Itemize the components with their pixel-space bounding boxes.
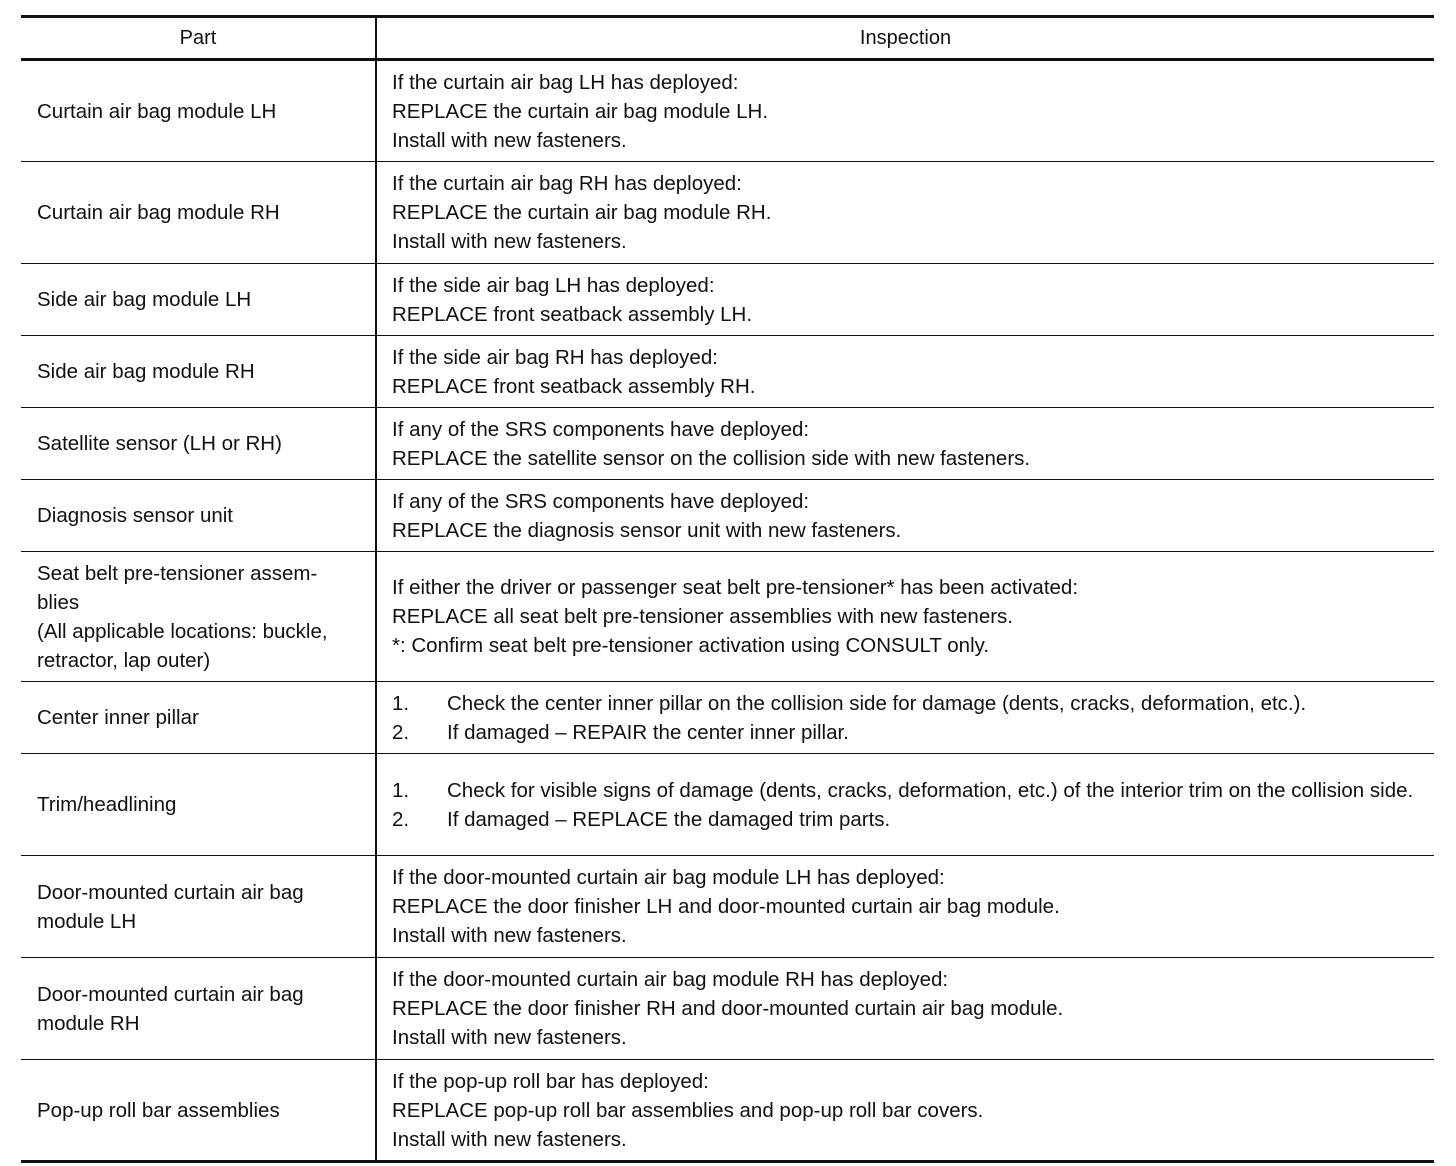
inspection-cell [376, 336, 1434, 408]
inspection-steps [392, 776, 1428, 834]
step-number: 1. [392, 691, 410, 715]
part-cell: Side air bag module RH [21, 336, 376, 408]
part-cell: Trim/headlining [21, 754, 376, 856]
inspection-column-header: Inspection [376, 17, 1434, 60]
inspection-cell [376, 408, 1434, 480]
table-row [21, 958, 1434, 1060]
table-row [21, 336, 1434, 408]
part-cell: Curtain air bag module RH [21, 162, 376, 264]
step-text: If damaged – REPAIR the center inner pillar. [447, 720, 849, 744]
part-cell: Satellite sensor (LH or RH) [21, 408, 376, 480]
inspection-line: If the door-mounted curtain air bag module LH has deployed: [392, 866, 945, 889]
inspection-steps [392, 689, 1428, 747]
inspection-line: If either the driver or passenger seat belt pre-tensioner* has been activated: [392, 576, 1079, 599]
part-cell [21, 958, 376, 1060]
part-cell [21, 552, 376, 682]
part-line: module LH [37, 909, 137, 933]
part-line: Door-mounted curtain air bag [37, 880, 304, 904]
part-line: Door-mounted curtain air bag [37, 982, 304, 1006]
part-cell: Diagnosis sensor unit [21, 480, 376, 552]
part-line: module RH [37, 1011, 140, 1035]
inspection-line: REPLACE the curtain air bag module RH. [392, 201, 772, 224]
table-row [21, 552, 1434, 682]
step-number: 2. [392, 720, 410, 744]
part-line: retractor, lap outer) [37, 648, 211, 672]
inspection-step [392, 718, 1428, 747]
inspection-step [392, 805, 1428, 834]
part-cell: Curtain air bag module LH [21, 60, 376, 162]
inspection-cell [376, 162, 1434, 264]
step-text: Check the center inner pillar on the collision side for damage (dents, cracks, deformation, etc.). [447, 691, 1307, 715]
inspection-cell [376, 754, 1434, 856]
inspection-cell [376, 856, 1434, 958]
inspection-line: If the side air bag RH has deployed: [392, 345, 718, 369]
inspection-line: If any of the SRS components have deployed: [392, 489, 810, 513]
inspection-line: Install with new fasteners. [392, 128, 627, 152]
inspection-cell [376, 60, 1434, 162]
table-row [21, 754, 1434, 856]
part-line: Seat belt pre-tensioner assem- [37, 561, 318, 585]
header-row [21, 17, 1434, 60]
step-text: Check for visible signs of damage (dents, cracks, deformation, etc.) of the interior trim on the collision side. [447, 778, 1414, 802]
table-row [21, 264, 1434, 336]
inspection-line: If the side air bag LH has deployed: [392, 273, 715, 297]
part-cell: Pop-up roll bar assemblies [21, 1060, 376, 1162]
inspection-line: If the door-mounted curtain air bag module RH has deployed: [392, 968, 949, 991]
inspection-step [392, 689, 1428, 718]
inspection-cell [376, 958, 1434, 1060]
inspection-cell [376, 1060, 1434, 1162]
inspection-cell [376, 682, 1434, 754]
step-number: 1. [392, 778, 410, 802]
inspection-line: If the pop-up roll bar has deployed: [392, 1069, 709, 1093]
inspection-table [21, 15, 1434, 1163]
step-text: If damaged – REPLACE the damaged trim parts. [447, 807, 891, 831]
inspection-line: Install with new fasteners. [392, 1127, 627, 1151]
step-number: 2. [392, 807, 410, 831]
inspection-cell [376, 552, 1434, 682]
inspection-line: If the curtain air bag RH has deployed: [392, 172, 742, 195]
table-row [21, 1060, 1434, 1162]
inspection-line: Install with new fasteners. [392, 1026, 627, 1049]
inspection-line: REPLACE the diagnosis sensor unit with new fasteners. [392, 518, 902, 542]
inspection-line: Install with new fasteners. [392, 230, 627, 253]
inspection-line: Install with new fasteners. [392, 924, 627, 947]
inspection-line: If any of the SRS components have deployed: [392, 417, 810, 441]
inspection-line: REPLACE all seat belt pre-tensioner assemblies with new fasteners. [392, 605, 1013, 628]
part-line: (All applicable locations: buckle, [37, 619, 328, 643]
table-row [21, 856, 1434, 958]
inspection-line: REPLACE the satellite sensor on the collision side with new fasteners. [392, 446, 1031, 470]
inspection-line: REPLACE pop-up roll bar assemblies and pop-up roll bar covers. [392, 1098, 984, 1122]
part-cell: Side air bag module LH [21, 264, 376, 336]
inspection-step [392, 776, 1428, 805]
table-row [21, 408, 1434, 480]
inspection-line: REPLACE front seatback assembly LH. [392, 302, 753, 326]
table-row [21, 480, 1434, 552]
inspection-line: *: Confirm seat belt pre-tensioner activation using CONSULT only. [392, 634, 990, 657]
inspection-line: If the curtain air bag LH has deployed: [392, 70, 739, 94]
inspection-line: REPLACE the door finisher LH and door-mounted curtain air bag module. [392, 895, 1060, 918]
table-row [21, 682, 1434, 754]
inspection-line: REPLACE the door finisher RH and door-mounted curtain air bag module. [392, 997, 1064, 1020]
table-row [21, 162, 1434, 264]
inspection-cell [376, 264, 1434, 336]
inspection-line: REPLACE the curtain air bag module LH. [392, 99, 769, 123]
part-cell [21, 856, 376, 958]
part-line: blies [37, 590, 80, 614]
table-row [21, 60, 1434, 162]
inspection-cell [376, 480, 1434, 552]
part-column-header: Part [21, 17, 376, 60]
inspection-line: REPLACE front seatback assembly RH. [392, 374, 756, 398]
part-cell: Center inner pillar [21, 682, 376, 754]
